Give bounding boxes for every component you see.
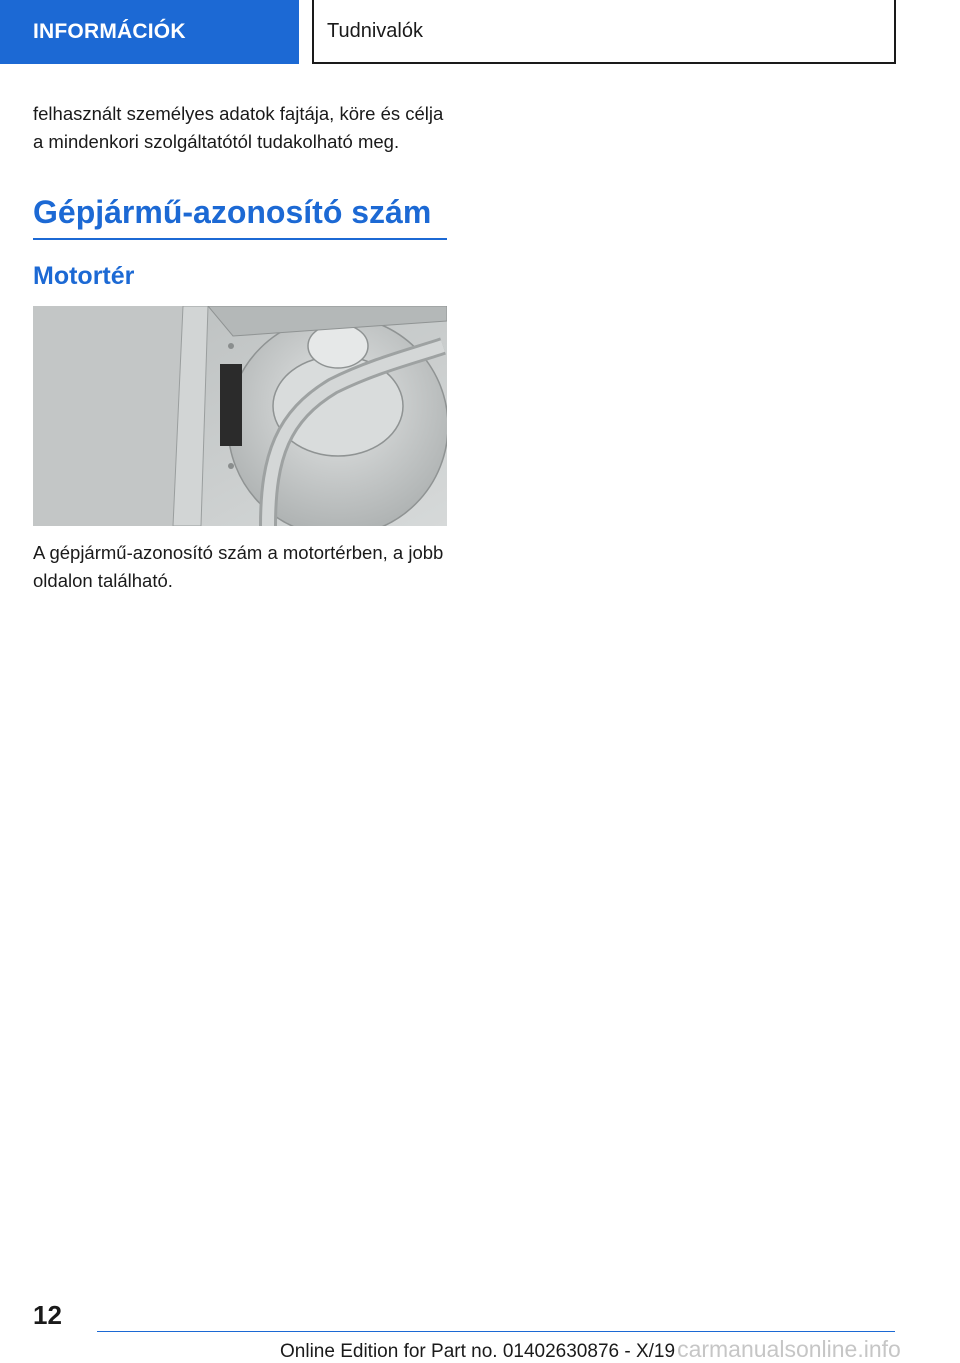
chapter-tab[interactable] (0, 0, 299, 64)
section-header (312, 0, 896, 64)
intro-text: felhasznált személyes adatok fajtája, köre és célja a mindenkori szolgáltatótól tudakolható meg. (33, 103, 444, 152)
section-title: Tudnivalók (327, 19, 423, 42)
engine-bay-illustration (33, 306, 447, 526)
intro-paragraph (33, 100, 447, 156)
edition-text: Online Edition for Part no. 01402630876 - X/19 (280, 1341, 676, 1362)
engine-bay-drawing (33, 306, 447, 526)
footer (280, 1336, 960, 1363)
page-number: 12 (33, 1300, 62, 1330)
page-heading: Gépjármű-azonosító szám (33, 192, 447, 240)
watermark-text: carmanualsonline.info (677, 1336, 901, 1362)
chapter-title: INFORMÁCIÓK (33, 20, 186, 43)
footer-divider (97, 1331, 895, 1332)
figure-caption-block (33, 539, 447, 595)
subheading: Motortér (33, 262, 135, 290)
figure-caption: A gépjármű-azonosító szám a motortérben, a jobb oldalon található. (33, 542, 444, 591)
